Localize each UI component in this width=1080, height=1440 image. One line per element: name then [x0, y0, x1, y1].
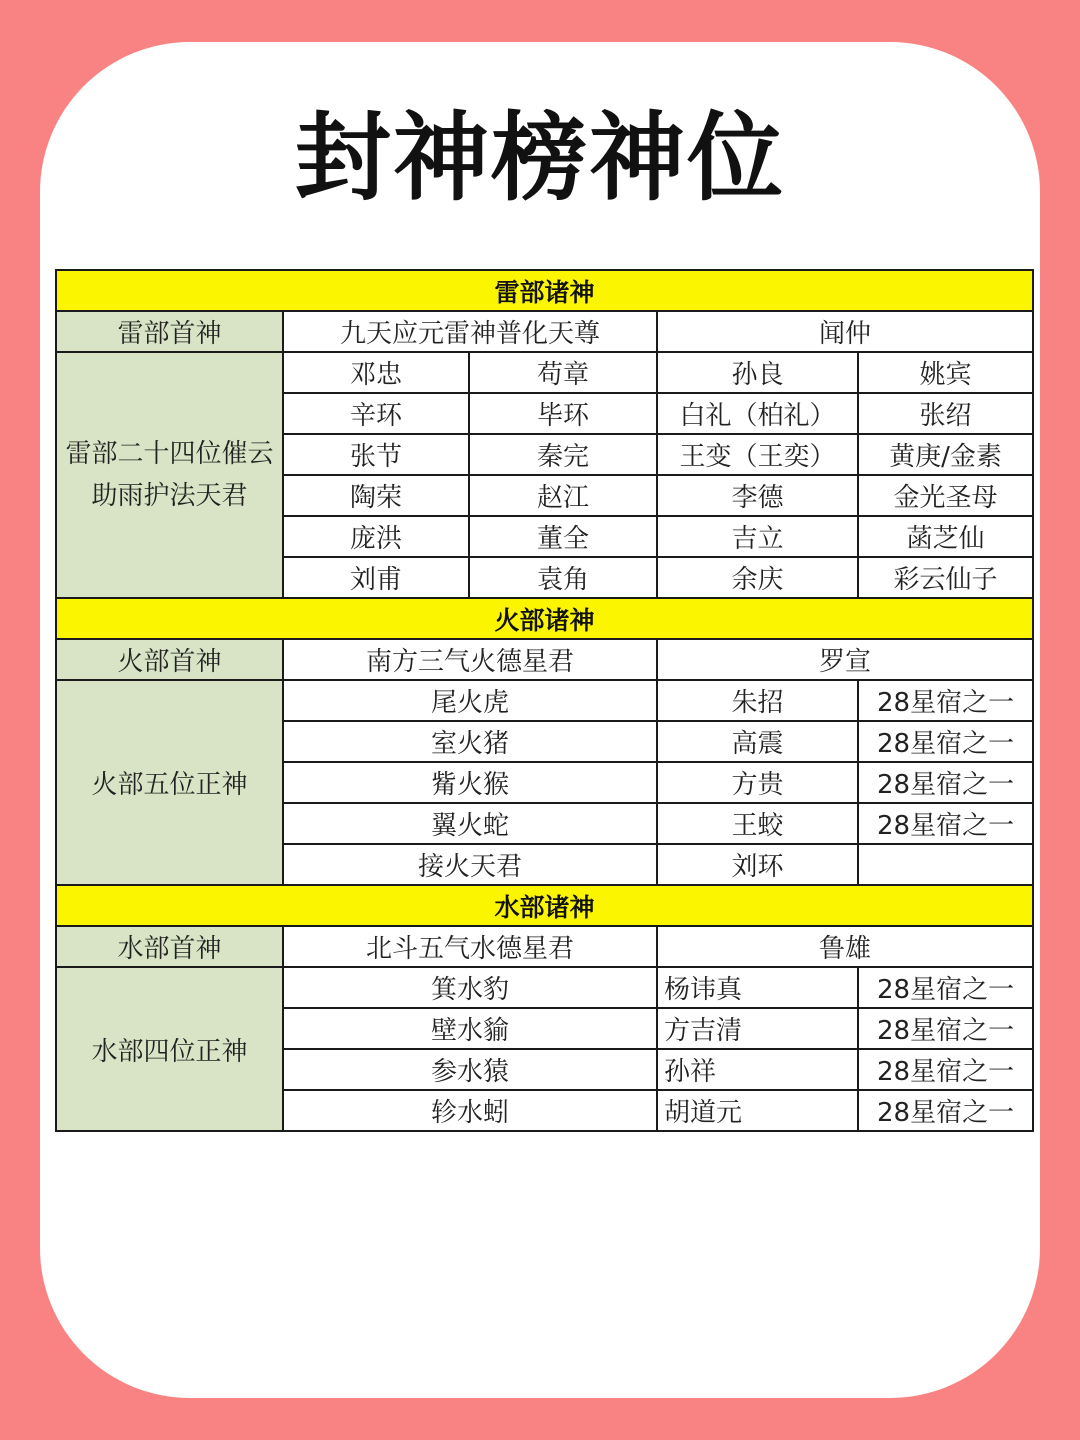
- star-mansion-cell: 室火猪: [283, 721, 657, 762]
- deity-cell: 李德: [657, 475, 858, 516]
- deity-cell: 黄庚/金素: [858, 434, 1033, 475]
- deity-cell: 秦完: [469, 434, 657, 475]
- deity-cell: 高震: [657, 721, 858, 762]
- deity-cell: 刘环: [657, 844, 858, 885]
- note-cell: 28星宿之一: [858, 1090, 1033, 1131]
- chief-name: 罗宣: [657, 639, 1033, 680]
- star-mansion-cell: 壁水貐: [283, 1008, 657, 1049]
- table-row: [56, 967, 1033, 1008]
- star-mansion-cell: 觜火猴: [283, 762, 657, 803]
- chief-name: 闻仲: [657, 311, 1033, 352]
- chief-label: 水部首神: [56, 926, 283, 967]
- deity-cell: 张绍: [858, 393, 1033, 434]
- deity-cell: 方吉清: [657, 1008, 858, 1049]
- star-mansion-cell: 翼火蛇: [283, 803, 657, 844]
- deity-cell: 余庆: [657, 557, 858, 598]
- section-header-fire: 火部诸神: [56, 598, 1033, 639]
- star-mansion-cell: 参水猿: [283, 1049, 657, 1090]
- deity-cell: 朱招: [657, 680, 858, 721]
- chief-row: [56, 639, 1033, 680]
- deity-cell: 金光圣母: [858, 475, 1033, 516]
- deity-cell: 王变（王奕）: [657, 434, 858, 475]
- deity-cell: 姚宾: [858, 352, 1033, 393]
- deity-cell: 吉立: [657, 516, 858, 557]
- section-header-row: [56, 885, 1033, 926]
- note-cell: 28星宿之一: [858, 1049, 1033, 1090]
- chief-row: [56, 926, 1033, 967]
- deity-cell: 彩云仙子: [858, 557, 1033, 598]
- chief-title: 北斗五气水德星君: [283, 926, 657, 967]
- deity-cell: 袁角: [469, 557, 657, 598]
- chief-title: 南方三气火德星君: [283, 639, 657, 680]
- page-title: 封神榜神位: [295, 102, 785, 214]
- section-header-water: 水部诸神: [56, 885, 1033, 926]
- section-header-row: [56, 598, 1033, 639]
- deity-cell: 方贵: [657, 762, 858, 803]
- table-row: [56, 680, 1033, 721]
- deity-cell: 孙祥: [657, 1049, 858, 1090]
- star-mansion-cell: 尾火虎: [283, 680, 657, 721]
- deity-cell: 董全: [469, 516, 657, 557]
- table-row: [56, 352, 1033, 393]
- chief-title: 九天应元雷神普化天尊: [283, 311, 657, 352]
- deity-cell: 庞洪: [283, 516, 469, 557]
- deity-cell: 杨讳真: [657, 967, 858, 1008]
- note-cell: 28星宿之一: [858, 967, 1033, 1008]
- star-mansion-cell: 箕水豹: [283, 967, 657, 1008]
- note-cell: 28星宿之一: [858, 762, 1033, 803]
- section-header-row: [56, 270, 1033, 311]
- deity-cell: 赵江: [469, 475, 657, 516]
- group-label: 水部四位正神: [56, 967, 283, 1131]
- deity-cell: 胡道元: [657, 1090, 858, 1131]
- note-cell: 28星宿之一: [858, 721, 1033, 762]
- deity-cell: 苟章: [469, 352, 657, 393]
- note-cell: 28星宿之一: [858, 680, 1033, 721]
- deity-cell: 孙良: [657, 352, 858, 393]
- deity-table: [55, 269, 1034, 1132]
- deity-cell: 张节: [283, 434, 469, 475]
- deity-cell: 邓忠: [283, 352, 469, 393]
- deity-cell: 王蛟: [657, 803, 858, 844]
- note-cell: 28星宿之一: [858, 1008, 1033, 1049]
- deity-cell: 白礼（柏礼）: [657, 393, 858, 434]
- deity-cell: 毕环: [469, 393, 657, 434]
- deity-cell: 陶荣: [283, 475, 469, 516]
- section-header-thunder: 雷部诸神: [56, 270, 1033, 311]
- deity-cell: 刘甫: [283, 557, 469, 598]
- deity-cell: 辛环: [283, 393, 469, 434]
- star-mansion-cell: 轸水蚓: [283, 1090, 657, 1131]
- group-label: 雷部二十四位催云助雨护法天君: [56, 352, 283, 598]
- chief-row: [56, 311, 1033, 352]
- group-label: 火部五位正神: [56, 680, 283, 885]
- note-cell: [858, 844, 1033, 885]
- chief-name: 鲁雄: [657, 926, 1033, 967]
- chief-label: 火部首神: [56, 639, 283, 680]
- deity-cell: 菡芝仙: [858, 516, 1033, 557]
- star-mansion-cell: 接火天君: [283, 844, 657, 885]
- note-cell: 28星宿之一: [858, 803, 1033, 844]
- chief-label: 雷部首神: [56, 311, 283, 352]
